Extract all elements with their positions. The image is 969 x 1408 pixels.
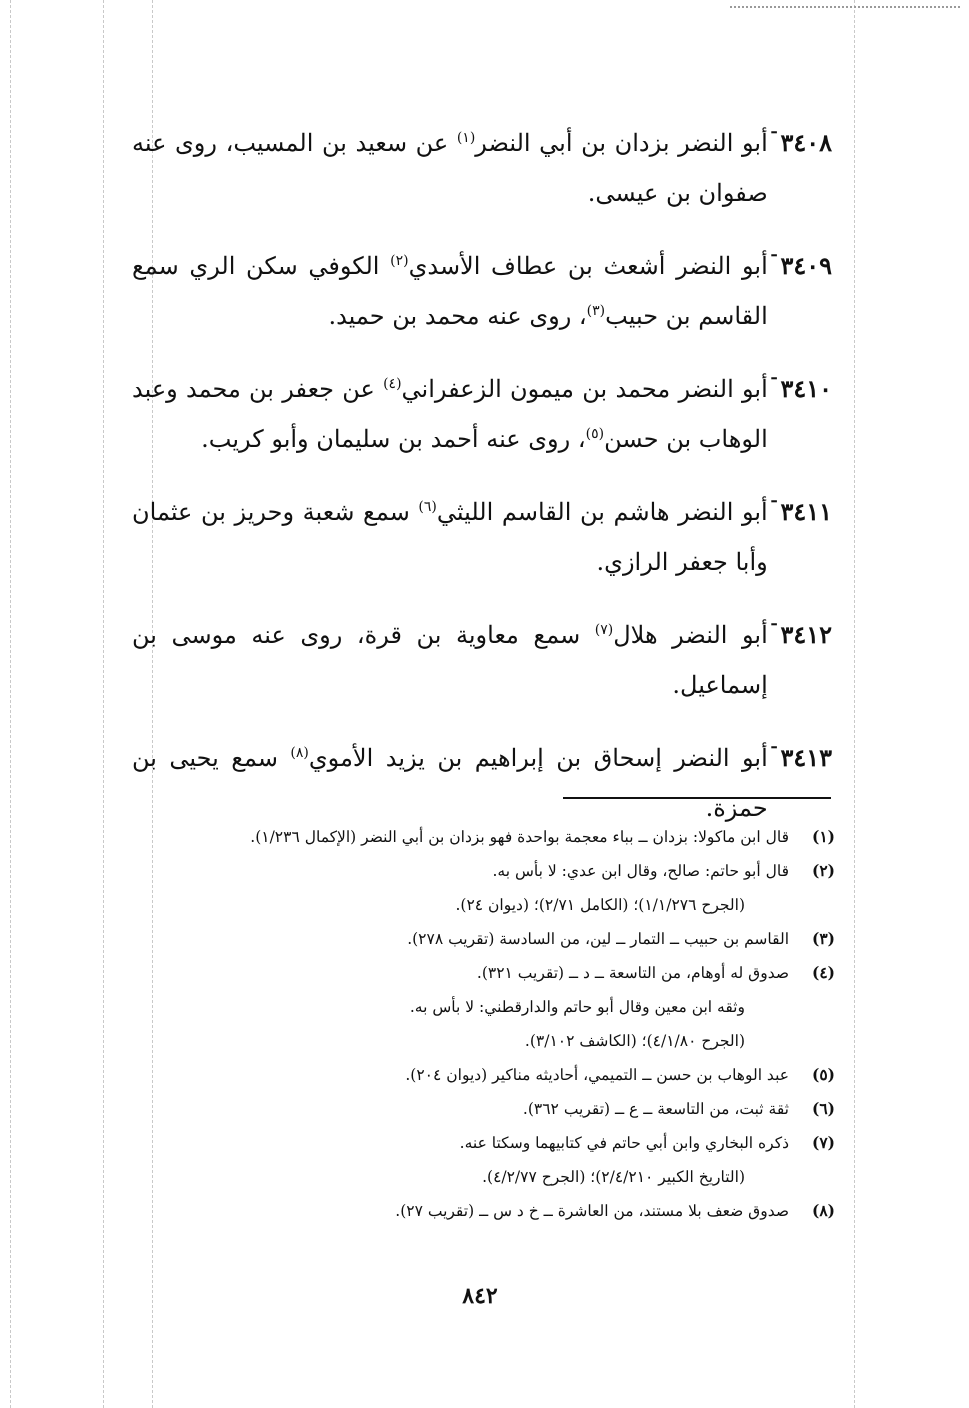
entry [132,487,832,587]
margin-guide [103,0,104,1408]
entry-dash: ـ [771,487,777,506]
footnote-text: (الجرح ١/١/٢٧٦)؛ (الكامل ٢/٧١)؛ (ديوان ٢٤). [455,896,745,914]
footnote-number: (٧) [811,1133,835,1152]
footnotes [135,820,835,1228]
footnote-continuation [135,990,835,1024]
footnote-ref: (٥) [585,426,605,442]
entry-number: ٣٤١١ [780,497,832,526]
footnote-number [789,1024,835,1058]
footnote-number: (٦) [811,1099,835,1118]
footnote [135,956,835,990]
entry-number: ٣٤٠٩ [780,251,832,280]
footnote-number: (٤) [811,963,835,982]
footnote-text: وثقه ابن معين وقال أبو حاتم والدارقطني: لا بأس به. [409,998,745,1016]
footnote-number [789,888,835,922]
footnote-text: عبد الوهاب بن حسن ــ التميمي، أحاديثه مناكير (ديوان ٢٠٤). [405,1066,789,1084]
footnote-continuation [135,1024,835,1058]
footnote [135,1126,835,1160]
footnote-text: صدوق ضعف بلا مستند، من العاشرة ــ خ د س ــ (تقريب ٢٧). [395,1202,789,1220]
footnote [135,1058,835,1092]
entry-text: أبو النضر أشعث بن عطاف الأسدي$^{(٢)}$ الكوفي سكن الري سمع القاسم بن حبيب$^{(٣)}$، روى عنه محمد بن حميد. [132,252,768,330]
entry-text: أبو النضر بزدان بن أبي النضر$^{(١)}$ عن سعيد بن المسيب، روى عنه صفوان بن عيسى. [132,129,768,207]
footnote-continuation [135,1160,835,1194]
margin-guide [10,0,11,1408]
entry-number: ٣٤٠٨ [780,128,832,157]
footnote-ref: (٨) [290,745,309,761]
footnote-number: (١) [811,827,835,846]
entry-dash: ـ [771,241,777,260]
entry-number: ٣٤١٠ [780,374,832,403]
entry-text: أبو النضر هاشم بن القاسم الليثي$^{(٦)}$ سمع شعبة وحريز بن عثمان وأبا جعفر الرازي. [132,498,768,576]
footnote-text: صدوق له أوهام، من التاسعة ــ د ــ (تقريب ٣٢١). [476,964,789,982]
footnote-number: (٣) [811,929,835,948]
footnote-text: (الجرح ٤/١/٨٠)؛ (الكاشف ٣/١٠٢). [524,1032,745,1050]
margin-guide [854,0,855,1408]
entry-dash: ـ [771,733,777,752]
footnote [135,922,835,956]
entry [132,241,832,341]
entry-text: أبو النضر إسحاق بن إبراهيم بن يزيد الأموي$^{(٨)}$ سمع يحيى بن حمزة. [132,744,768,822]
footnote-text: القاسم بن حبيب ــ التمار ــ لين، من السادسة (تقريب ٢٧٨). [407,930,789,948]
footnote [135,854,835,888]
entry-dash: ـ [771,364,777,383]
entry-dash: ـ [771,610,777,629]
entries-list [132,118,832,856]
footnote-text: ذكره البخاري وابن أبي حاتم في كتابيهما وسكتا عنه. [459,1134,789,1152]
entry [132,118,832,218]
footnote-ref: (٧) [594,622,614,638]
footnote-number: (٨) [811,1201,835,1220]
entry-number: ٣٤١٣ [780,743,832,772]
footnote-ref: (٦) [418,499,437,515]
footnote-continuation [135,888,835,922]
footnote-number [789,1160,835,1194]
footnote [135,1194,835,1228]
entry-text: أبو النضر هلال$^{(٧)}$ سمع معاوية بن قرة، روى عنه موسى بن إسماعيل. [132,621,768,699]
top-guide [730,6,960,8]
footnote-text: ثقة ثبت، من التاسعة ــ ع ــ (تقريب ٣٦٢). [522,1100,789,1118]
footnote-number: (٥) [811,1065,835,1084]
entry-text: أبو النضر محمد بن ميمون الزعفراني$^{(٤)}$ عن جعفر بن محمد وعبد الوهاب بن حسن$^{(٥)}$، روى عنه أحمد بن سليمان وأبو كريب. [132,375,768,453]
entry-dash: ـ [771,118,777,137]
footnote-separator [563,797,831,799]
footnote-number: (٢) [811,861,835,880]
entry [132,733,832,833]
footnote-ref: (٢) [390,253,409,269]
footnote-ref: (١) [456,130,476,146]
footnote [135,1092,835,1126]
page-number: ٨٤٢ [462,1283,498,1309]
footnote-text: (التاريخ الكبير ٢/٤/٢١٠)؛ (الجرح ٤/٢/٧٧). [482,1168,745,1186]
footnote-text: قال ابن ماكولا: بزدان ــ بباء معجمة بواحدة فهو بزدان بن أبي النضر (الإكمال ١/٢٣٦). [250,828,789,846]
footnote-ref: (٤) [383,376,402,392]
footnote-ref: (٣) [586,303,606,319]
footnote-number [789,990,835,1024]
entry [132,610,832,710]
entry-number: ٣٤١٢ [780,620,832,649]
entry [132,364,832,464]
footnote-text: قال أبو حاتم: صالح، وقال ابن عدي: لا بأس به. [492,862,789,880]
footnote [135,820,835,854]
